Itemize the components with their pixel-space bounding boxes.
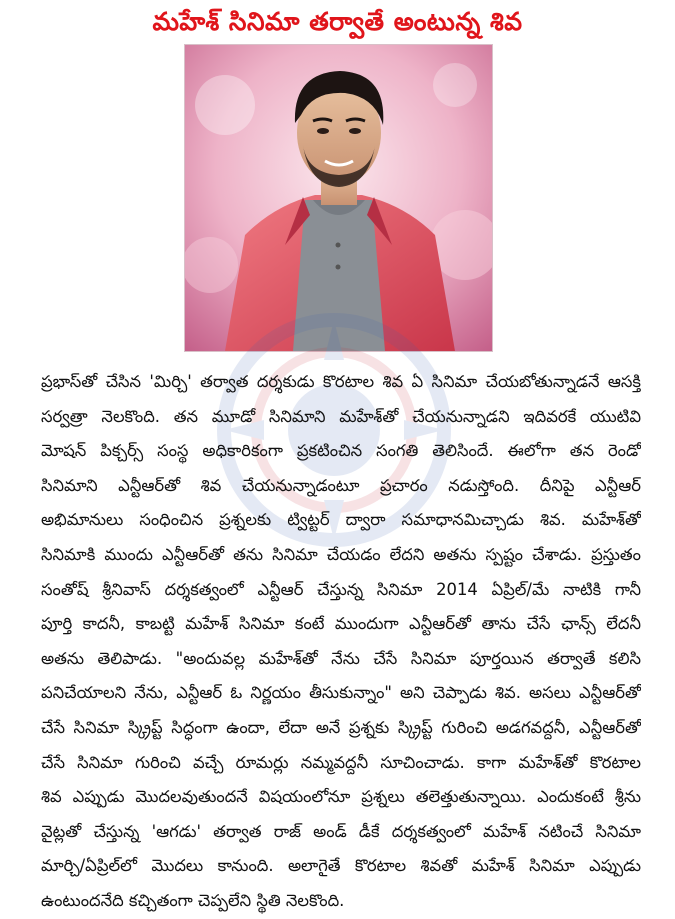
article-headline: మహేశ్ సినిమా తర్వాతే అంటున్న శివ	[152, 7, 523, 36]
article-line: సినిమాకి ముందు ఎన్టీఆర్‌తో తను సినిమా చేయడం లేదని అతను స్పష్టం చేశాడు. ప్రస్తుతం	[41, 544, 641, 564]
article-line: చేసే సినిమా స్క్రిప్ట్ సిద్ధంగా ఉందా, లేదా అనే ప్రశ్నకు స్క్రిప్ట్ గురించి అడగవద్దనీ, ఎన్టీఆర్‌తో	[41, 717, 641, 737]
article-body	[41, 365, 641, 919]
article-line: అభిమానులు సంధించిన ప్రశ్నలకు ట్విట్టర్ ద్వారా సమాధానమిచ్చాడు శివ. మహేశ్‌తో	[41, 510, 641, 530]
article-line: పూర్తి కాదనీ, కాబట్టి మహేశ్ సినిమా కంటే ముందుగా ఎన్టీఆర్‌తో తాను చేసే ఛాన్స్ లేదనీ	[41, 614, 641, 634]
article-line: శివ ఎప్పుడు మొదలవుతుందనే విషయంలోనూ ప్రశ్నలు తలెత్తుతున్నాయి. ఎందుకంటే శ్రీను	[41, 787, 641, 807]
article-line: సర్వత్రా నెలకొంది. తన మూడో సినిమాని మహేశ్‌తో చేయనున్నాడని ఇదివరకే యుటివి	[41, 406, 641, 426]
article-line: సినిమాని ఎన్టీఆర్‌తో శివ చేయనున్నాడంటూ ప్రచారం నడుస్తోంది. దీనిపై ఎన్టీఆర్	[41, 475, 641, 495]
article-line: మోషన్ పిక్చర్స్ సంస్థ అధికారికంగా ప్రకటించిన సంగతి తెలిసిందే. ఈలోగా తన రెండో	[41, 441, 641, 461]
article-line: ఉంటుందనేది కచ్చితంగా చెప్పలేని స్థితి నెలకొంది.	[41, 890, 345, 910]
article-line: చేసే సినిమా గురించి వచ్చే రూమర్లు నమ్మవద్దనీ సూచించాడు. కాగా మహేశ్‌తో కొరటాల	[41, 752, 641, 772]
article-line: ప్రభాస్‌తో చేసిన 'మిర్చి' తర్వాత దర్శకుడు కొరటాల శివ ఏ సినిమా చేయబోతున్నాడనే ఆసక్తి	[41, 372, 641, 391]
article-line: పనిచేయాలని నేను, ఎన్టీఆర్ ఓ నిర్ణయం తీసుకున్నాం" అని చెప్పాడు శివ. అసలు ఎన్టీఆర్‌తో	[41, 683, 641, 703]
portrait-photo	[184, 44, 493, 352]
article-line: వైట్లతో చేస్తున్న 'ఆగడు' తర్వాత రాజ్ అండ్ డీకే దర్శకత్వంలో మహేశ్ నటించే సినిమా	[41, 821, 641, 841]
article-line: అతను తెలిపాడు. "అందువల్ల మహేశ్‌తో నేను చేసే సినిమా పూర్తయిన తర్వాతే కలిసి	[41, 648, 641, 668]
article-line: మార్చి/ఏప్రిల్‌లో మొదలు కానుంది. అలాగైతే కొరటాల శివతో మహేశ్ సినిమా ఎప్పుడు	[41, 856, 641, 876]
article-line: సంతోష్ శ్రీనివాస్ దర్శకత్వంలో ఎన్టీఆర్ చేస్తున్న సినిమా 2014 ఏప్రిల్/మే నాటికి గానీ	[41, 579, 641, 599]
